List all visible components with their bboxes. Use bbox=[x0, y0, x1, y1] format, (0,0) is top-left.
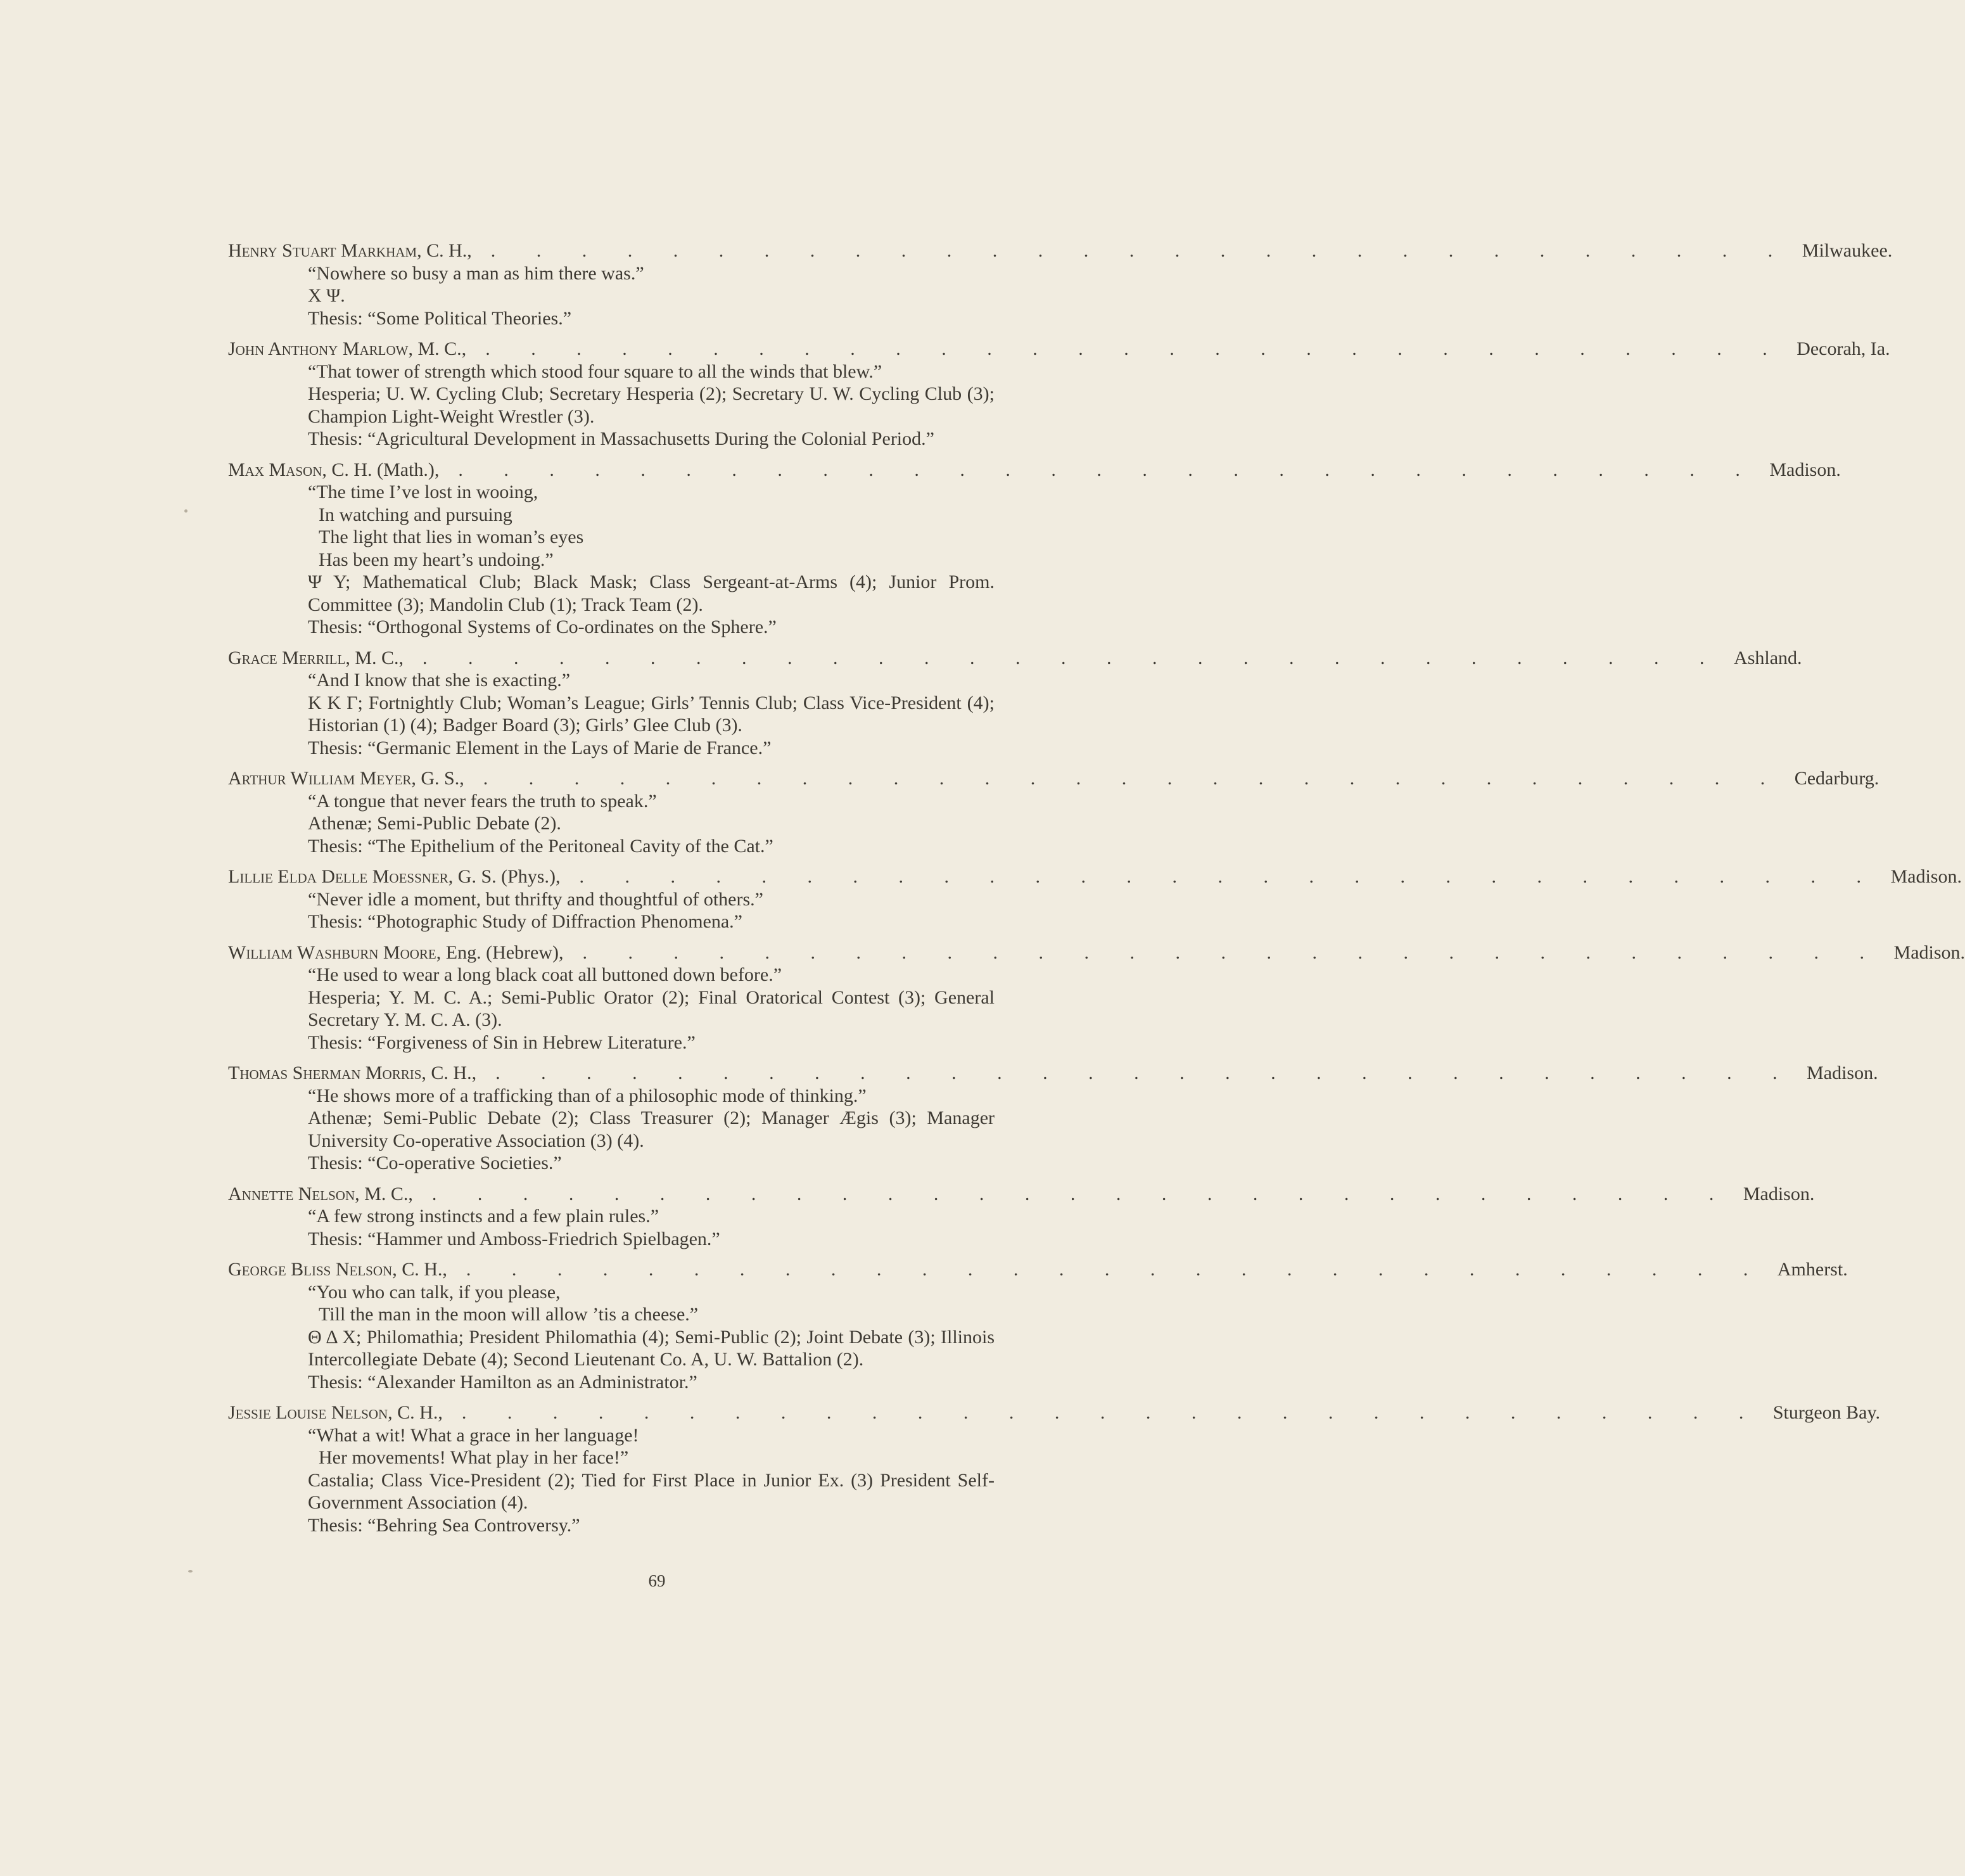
entry-heading bbox=[228, 338, 1890, 361]
entry-details bbox=[228, 262, 995, 330]
quote-line: “And I know that she is exacting.” bbox=[308, 670, 571, 691]
entry-meyer bbox=[228, 767, 1879, 857]
hometown: Madison. bbox=[1743, 1183, 1815, 1204]
entry-details bbox=[228, 790, 995, 858]
quote-line: Her movements! What play in her face!” bbox=[319, 1447, 629, 1468]
student-name: John Anthony Marlow bbox=[228, 338, 409, 359]
entry-heading bbox=[228, 1183, 1815, 1206]
student-name: Lillie Elda Delle Moessner bbox=[228, 866, 448, 887]
dot-leader: . . . . . . . . . . . . . . . . . . . . . . . . . . . . . bbox=[461, 1402, 1762, 1423]
thesis: Thesis: “Behring Sea Controversy.” bbox=[308, 1514, 580, 1536]
degree: , G. S. (Phys.), bbox=[448, 866, 561, 887]
entry-mason bbox=[228, 459, 1841, 639]
entry-details bbox=[228, 669, 995, 759]
degree: , C. H., bbox=[421, 1062, 477, 1083]
quote-line: The light that lies in woman’s eyes bbox=[319, 526, 584, 547]
degree: , C. H., bbox=[388, 1402, 443, 1423]
student-name: Annette Nelson bbox=[228, 1183, 355, 1204]
hometown: Cedarburg. bbox=[1794, 768, 1879, 789]
quote-line: Till the man in the moon will allow ’tis a cheese.” bbox=[319, 1304, 699, 1325]
dot-leader: . . . . . . . . . . . . . . . . . . . . . . . . . . . . . bbox=[431, 1183, 1732, 1204]
dot-leader: . . . . . . . . . . . . . . . . . . . . . . . . . . . . . bbox=[579, 866, 1879, 887]
thesis: Thesis: “Co-operative Societies.” bbox=[308, 1152, 562, 1173]
entry-merrill bbox=[228, 647, 1802, 760]
entry-heading bbox=[228, 767, 1879, 790]
student-name: George Bliss Nelson bbox=[228, 1259, 393, 1280]
degree: , M. C., bbox=[345, 647, 404, 668]
entry-details bbox=[228, 481, 995, 639]
thesis: Thesis: “Orthogonal Systems of Co-ordinates on the Sphere.” bbox=[308, 616, 777, 637]
activities: Athenæ; Semi-Public Debate (2); Class Treasurer (2); Manager Ægis (3); Manager University Co-operative Association (3) (4). bbox=[308, 1107, 995, 1151]
quote-line: “Never idle a moment, but thrifty and thoughtful of others.” bbox=[308, 888, 763, 910]
degree: , M. C., bbox=[355, 1183, 413, 1204]
entry-heading bbox=[228, 941, 1965, 964]
entry-heading bbox=[228, 459, 1841, 482]
thesis: Thesis: “The Epithelium of the Peritoneal Cavity of the Cat.” bbox=[308, 835, 773, 857]
student-name: Max Mason bbox=[228, 459, 322, 480]
entry-heading bbox=[228, 647, 1802, 670]
student-name: Grace Merrill bbox=[228, 647, 346, 668]
entry-heading bbox=[228, 1258, 1848, 1281]
quote-line: Has been my heart’s undoing.” bbox=[319, 549, 554, 570]
entry-heading bbox=[228, 865, 1962, 888]
activities: Athenæ; Semi-Public Debate (2). bbox=[308, 813, 561, 834]
activities: K K Γ; Fortnightly Club; Woman’s League; Girls’ Tennis Club; Class Vice-President (4); Historian (1) (4); Badger Board (3); Girls’ Glee Club (3). bbox=[308, 692, 995, 736]
thesis: Thesis: “Forgiveness of Sin in Hebrew Literature.” bbox=[308, 1031, 696, 1053]
student-name: Thomas Sherman Morris bbox=[228, 1062, 422, 1083]
entry-jessie-nelson bbox=[228, 1401, 1881, 1536]
entry-heading bbox=[228, 239, 1893, 262]
dot-leader: . . . . . . . . . . . . . . . . . . . . . . . . . . . . . bbox=[495, 1062, 1796, 1083]
activities: Ψ Υ; Mathematical Club; Black Mask; Class Sergeant-at-Arms (4); Junior Prom. Committee (3); Mandolin Club (1); Track Team (2). bbox=[308, 571, 995, 615]
entry-annette-nelson bbox=[228, 1183, 1815, 1251]
activities: X Ψ. bbox=[308, 285, 345, 306]
quote-line: In watching and pursuing bbox=[319, 504, 512, 525]
activities: Hesperia; Y. M. C. A.; Semi-Public Orator (2); Final Oratorical Contest (3); General Secretary Y. M. C. A. (3). bbox=[308, 986, 995, 1030]
entry-george-nelson bbox=[228, 1258, 1848, 1393]
hometown: Madison. bbox=[1893, 941, 1965, 963]
dot-leader: . . . . . . . . . . . . . . . . . . . . . . . . . . . . . bbox=[466, 1259, 1766, 1280]
degree: , G. S., bbox=[411, 768, 464, 789]
hometown: Madison. bbox=[1890, 866, 1962, 887]
quote-line: “He shows more of a trafficking than of a philosophic mode of thinking.” bbox=[308, 1085, 867, 1106]
entry-details bbox=[228, 1424, 995, 1537]
entry-heading bbox=[228, 1062, 1878, 1085]
thesis: Thesis: “Agricultural Development in Massachusetts During the Colonial Period.” bbox=[308, 428, 934, 449]
dot-leader: . . . . . . . . . . . . . . . . . . . . . . . . . . . . . bbox=[483, 768, 1783, 789]
page-body bbox=[228, 239, 1965, 1545]
entry-marlow bbox=[228, 338, 1890, 450]
quote-line: “A tongue that never fears the truth to speak.” bbox=[308, 790, 657, 812]
hometown: Madison. bbox=[1769, 459, 1841, 480]
degree: , Eng. (Hebrew), bbox=[436, 941, 564, 963]
quote-line: “You who can talk, if you please, bbox=[308, 1281, 561, 1303]
degree: , M. C., bbox=[408, 338, 467, 359]
dot-leader: . . . . . . . . . . . . . . . . . . . . . . . . . . . . . bbox=[490, 240, 1791, 261]
thesis: Thesis: “Alexander Hamilton as an Administrator.” bbox=[308, 1371, 697, 1393]
activities: Castalia; Class Vice-President (2); Tied for First Place in Junior Ex. (3) President Self-Government Association (4). bbox=[308, 1469, 995, 1513]
entry-details bbox=[228, 1281, 995, 1394]
dot-leader: . . . . . . . . . . . . . . . . . . . . . . . . . . . . . bbox=[582, 941, 1883, 963]
degree: , C. H. (Math.), bbox=[322, 459, 440, 480]
quote-line: “The time I’ve lost in wooing, bbox=[308, 482, 538, 502]
quote-line: “Nowhere so busy a man as him there was.” bbox=[308, 262, 644, 284]
degree: , C. H., bbox=[417, 240, 472, 261]
quote-line: “That tower of strength which stood four square to all the winds that blew.” bbox=[308, 361, 882, 382]
quote-line: “What a wit! What a grace in her language! bbox=[308, 1424, 639, 1446]
entry-moore bbox=[228, 941, 1965, 1054]
hometown: Milwaukee. bbox=[1802, 240, 1893, 261]
entry-details bbox=[228, 888, 995, 933]
paper-speck bbox=[188, 1570, 193, 1573]
entry-markham bbox=[228, 239, 1893, 329]
activities: Hesperia; U. W. Cycling Club; Secretary Hesperia (2); Secretary U. W. Cycling Club (3); Champion Light-Weight Wrestler (3). bbox=[308, 383, 995, 427]
student-name: Henry Stuart Markham bbox=[228, 240, 417, 261]
thesis: Thesis: “Germanic Element in the Lays of Marie de France.” bbox=[308, 737, 772, 758]
student-name: Arthur William Meyer bbox=[228, 768, 412, 789]
hometown: Sturgeon Bay. bbox=[1772, 1402, 1881, 1423]
degree: , C. H., bbox=[392, 1259, 447, 1280]
thesis: Thesis: “Photographic Study of Diffraction Phenomena.” bbox=[308, 911, 742, 932]
hometown: Decorah, Ia. bbox=[1796, 338, 1890, 359]
paper-speck bbox=[184, 509, 188, 513]
entry-heading bbox=[228, 1401, 1881, 1424]
entry-details bbox=[228, 1205, 995, 1250]
page-number: 69 bbox=[648, 1571, 666, 1590]
dot-leader: . . . . . . . . . . . . . . . . . . . . . . . . . . . . . bbox=[485, 338, 1786, 359]
entry-morris bbox=[228, 1062, 1878, 1175]
hometown: Amherst. bbox=[1777, 1259, 1848, 1280]
entry-details bbox=[228, 361, 995, 450]
activities: Θ Δ X; Philomathia; President Philomathia (4); Semi-Public (2); Joint Debate (3); Illinois Intercollegiate Debate (4); Second Lieutenant Co. A, U. W. Battalion (2). bbox=[308, 1326, 995, 1370]
quote-line: “He used to wear a long black coat all buttoned down before.” bbox=[308, 964, 782, 985]
dot-leader: . . . . . . . . . . . . . . . . . . . . . . . . . . . . . bbox=[458, 459, 1758, 480]
hometown: Ashland. bbox=[1734, 647, 1802, 668]
dot-leader: . . . . . . . . . . . . . . . . . . . . . . . . . . . . . bbox=[423, 647, 1723, 668]
entry-moessner bbox=[228, 865, 1962, 933]
quote-line: “A few strong instincts and a few plain rules.” bbox=[308, 1206, 659, 1227]
student-name: William Washburn Moore bbox=[228, 941, 436, 963]
entry-details bbox=[228, 1085, 995, 1175]
thesis: Thesis: “Hammer und Amboss-Friedrich Spielbagen.” bbox=[308, 1228, 720, 1249]
entry-details bbox=[228, 964, 995, 1054]
hometown: Madison. bbox=[1807, 1062, 1878, 1083]
thesis: Thesis: “Some Political Theories.” bbox=[308, 307, 572, 329]
student-name: Jessie Louise Nelson bbox=[228, 1402, 388, 1423]
